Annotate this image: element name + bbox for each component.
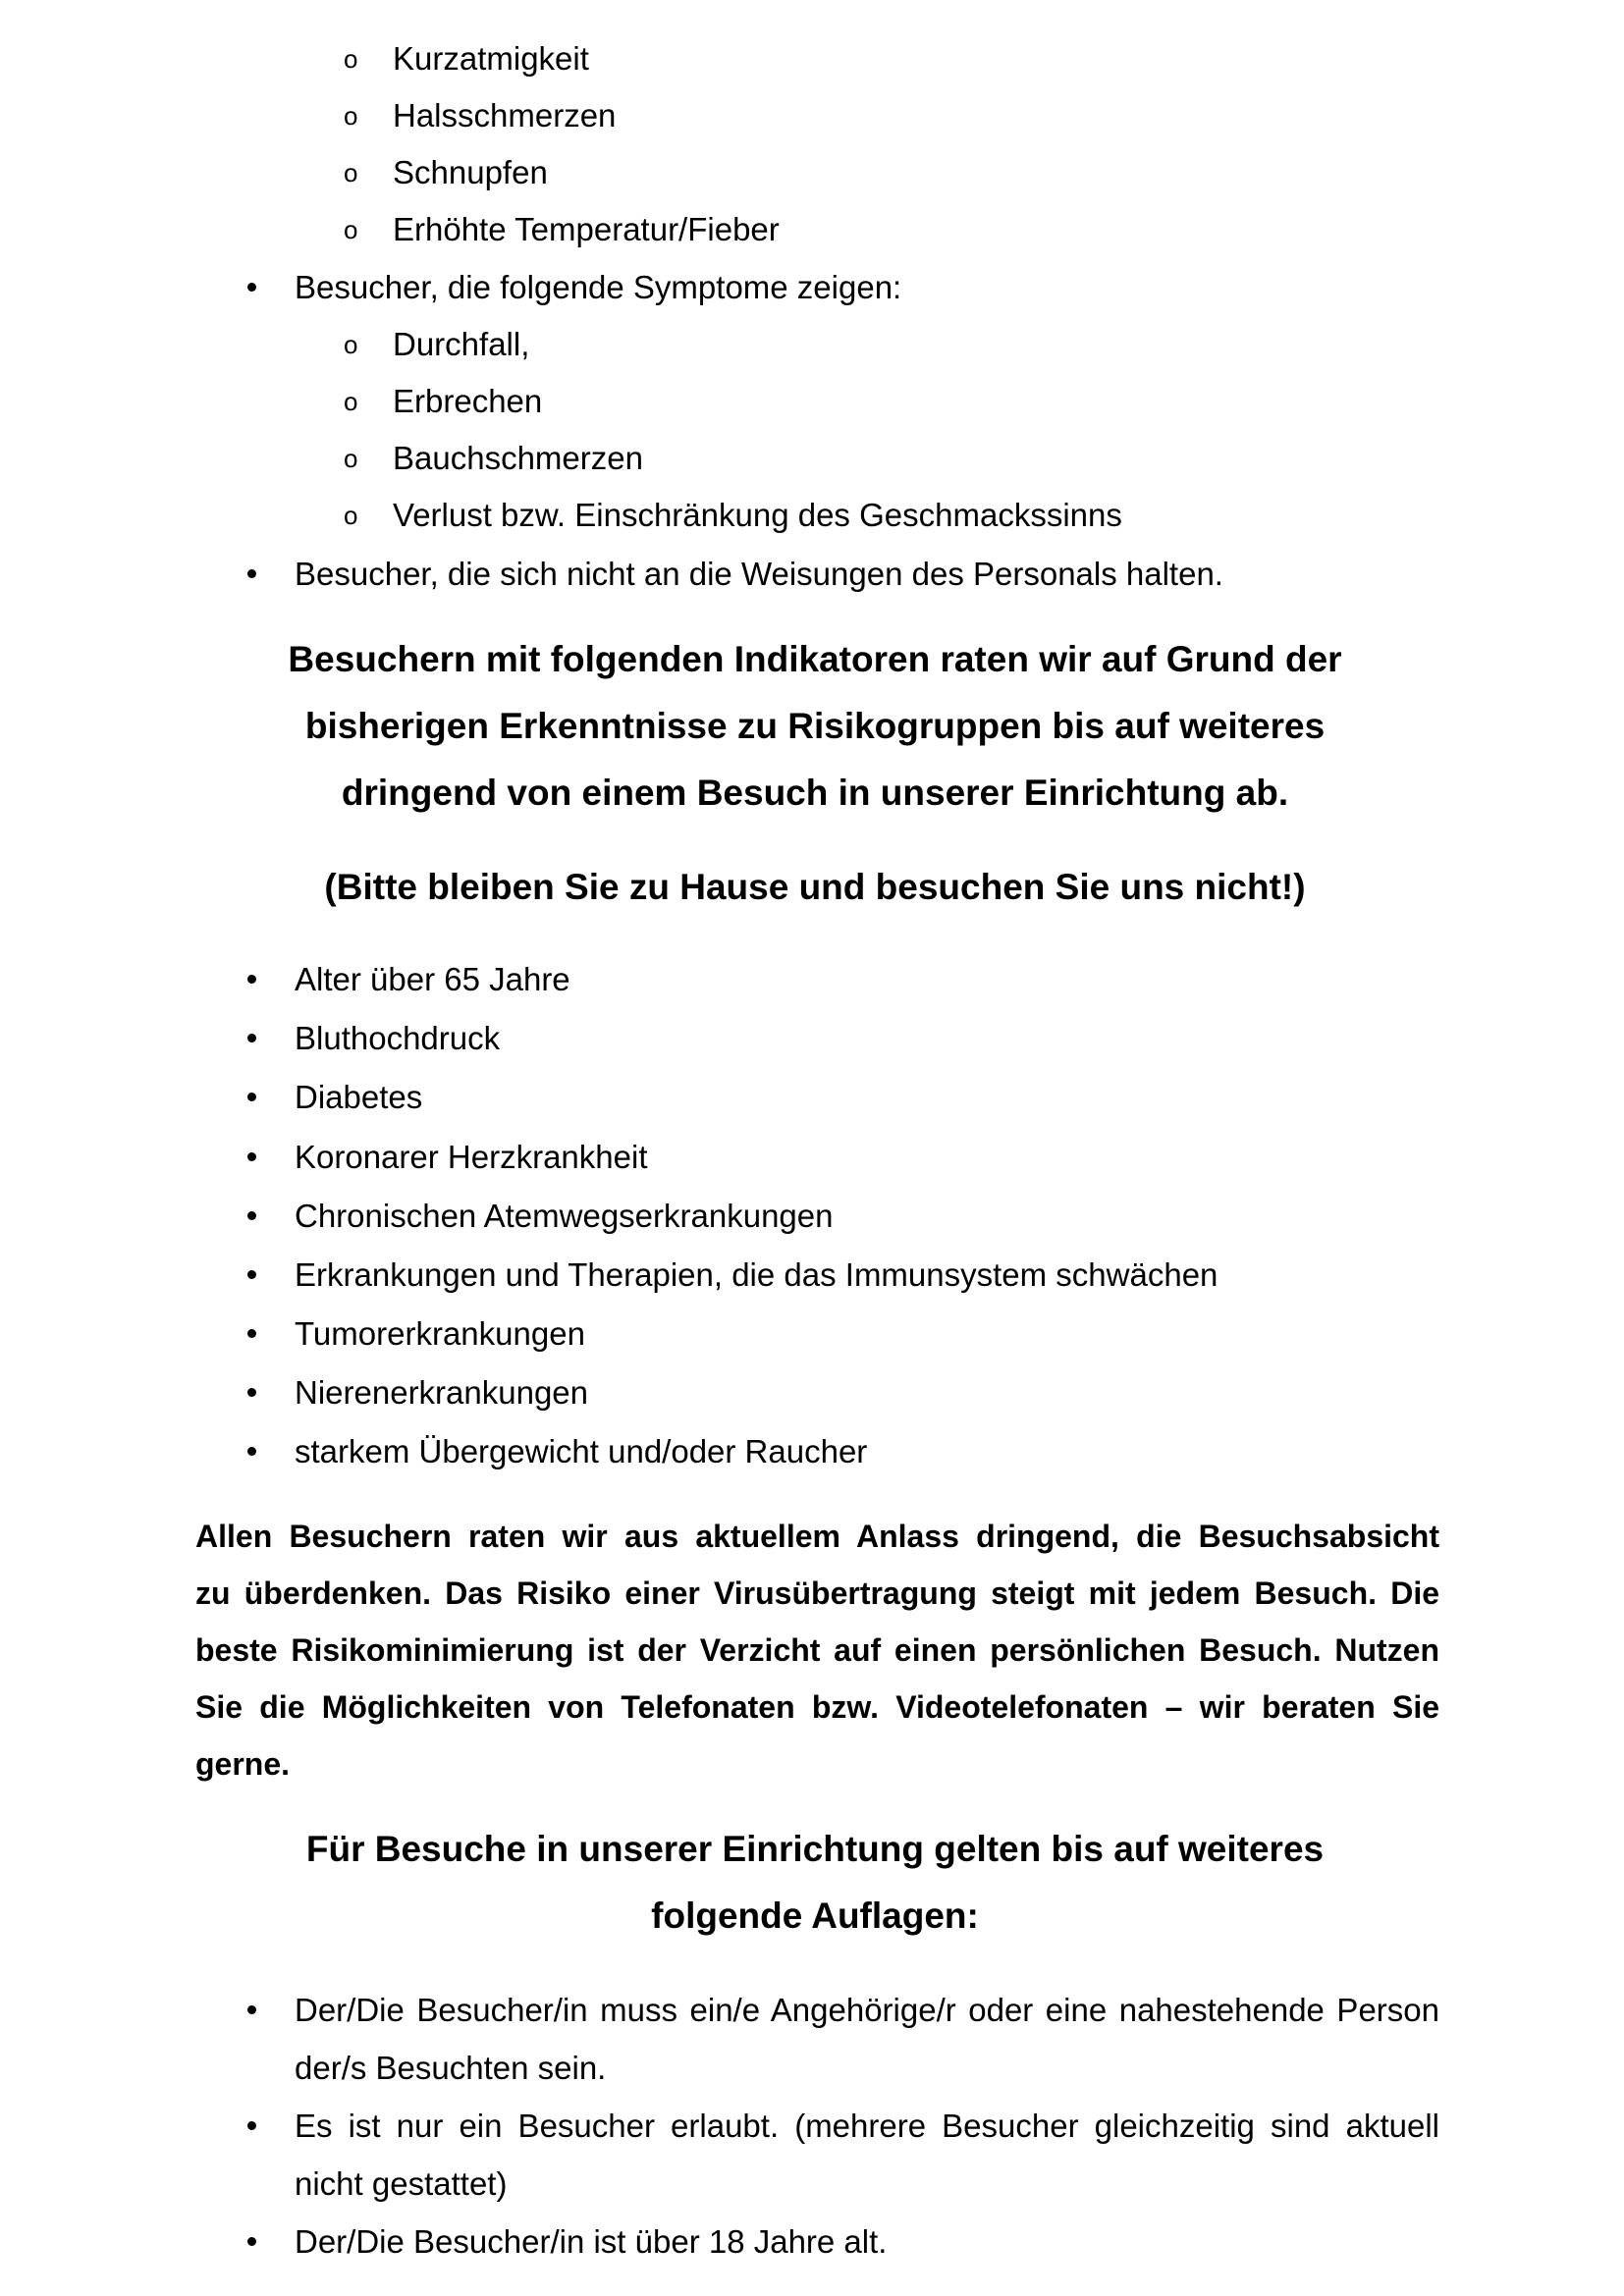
risk-heading-note: (Bitte bleiben Sie zu Hause und besuchen Sie uns nicht!) (324, 867, 1306, 907)
filled-dot-icon (247, 283, 256, 292)
list-item: Der/Die Besucher/in muss ein/e Angehörige/r oder eine nahestehende Person der/s Besuchten sein. (295, 1981, 1439, 2097)
hollow-circle-icon: o (344, 215, 358, 244)
list-item: Nierenerkrankungen (295, 1373, 588, 1413)
list-item: Tumorerkrankungen (295, 1314, 585, 1354)
hollow-circle-icon: o (344, 330, 358, 359)
filled-dot-icon (247, 1034, 256, 1042)
filled-dot-icon (247, 975, 256, 984)
list-item: Koronarer Herzkrankheit (295, 1138, 648, 1177)
filled-dot-icon (247, 1447, 256, 1456)
hollow-circle-icon: o (344, 444, 358, 473)
list-item: Der/Die Besucher/in ist über 18 Jahre alt. (295, 2213, 1439, 2270)
filled-dot-icon (247, 1152, 256, 1161)
risk-heading: Besuchern mit folgenden Indikatoren raten wir auf Grund der bisherigen Erkenntnisse zu Risikogruppen bis auf weiteres dringend von einem Besuch in unserer Einrichtung ab. (288, 639, 1342, 813)
list-item: Diabetes (295, 1078, 422, 1117)
filled-dot-icon (247, 1329, 256, 1338)
hollow-circle-icon: o (344, 387, 358, 416)
filled-dot-icon (247, 2005, 256, 2014)
list-item: o Verlust bzw. Einschränkung des Geschmackssinns (344, 497, 1122, 533)
filled-dot-icon (247, 2121, 256, 2130)
list-item: Alter über 65 Jahre (295, 960, 570, 999)
list-item: o Erbrechen (344, 383, 543, 419)
list-item: o Bauchschmerzen (344, 440, 643, 476)
filled-dot-icon (247, 1270, 256, 1279)
list-item: o Schnupfen (344, 154, 548, 190)
rules-heading: Für Besuche in unserer Einrichtung gelten bis auf weiteres folgende Auflagen: (305, 1829, 1325, 1936)
list-item: starkem Übergewicht und/oder Raucher (295, 1432, 867, 1471)
list-item: Bluthochdruck (295, 1019, 500, 1058)
filled-dot-icon (247, 1388, 256, 1397)
filled-dot-icon (247, 1211, 256, 1220)
hollow-circle-icon: o (344, 101, 358, 131)
list-item: Chronischen Atemwegserkrankungen (295, 1197, 833, 1236)
hollow-circle-icon: o (344, 501, 358, 530)
hollow-circle-icon: o (344, 44, 358, 74)
list-item: Es ist nur ein Besucher erlaubt. (mehrere Besucher gleichzeitig sind aktuell nicht gestattet) (295, 2097, 1439, 2213)
filled-dot-icon (247, 2237, 256, 2246)
list-item: Besucher, die folgende Symptome zeigen: (295, 268, 901, 307)
hollow-circle-icon: o (344, 158, 358, 187)
list-item: o Halsschmerzen (344, 97, 617, 133)
list-item: Besucher, die sich nicht an die Weisungen des Personals halten. (295, 555, 1223, 594)
list-item: o Erhöhte Temperatur/Fieber (344, 211, 780, 247)
list-item: Erkrankungen und Therapien, die das Immunsystem schwächen (295, 1255, 1218, 1295)
advice-paragraph: Allen Besuchern raten wir aus aktuellem Anlass dringend, die Besuchsabsicht zu überdenken. Das Risiko einer Virusübertragung steigt mit jedem Besuch. Die beste Risikominimierung ist der Verzicht auf einen persönlichen Besuch. Nutzen Sie die Möglichkeiten von Telefonaten bzw. Videotelefonaten – wir beraten Sie gerne. (195, 1519, 1439, 1782)
filled-dot-icon (247, 569, 256, 578)
list-item: o Durchfall, (344, 326, 530, 362)
list-item: o Kurzatmigkeit (344, 40, 589, 77)
filled-dot-icon (247, 1093, 256, 1101)
